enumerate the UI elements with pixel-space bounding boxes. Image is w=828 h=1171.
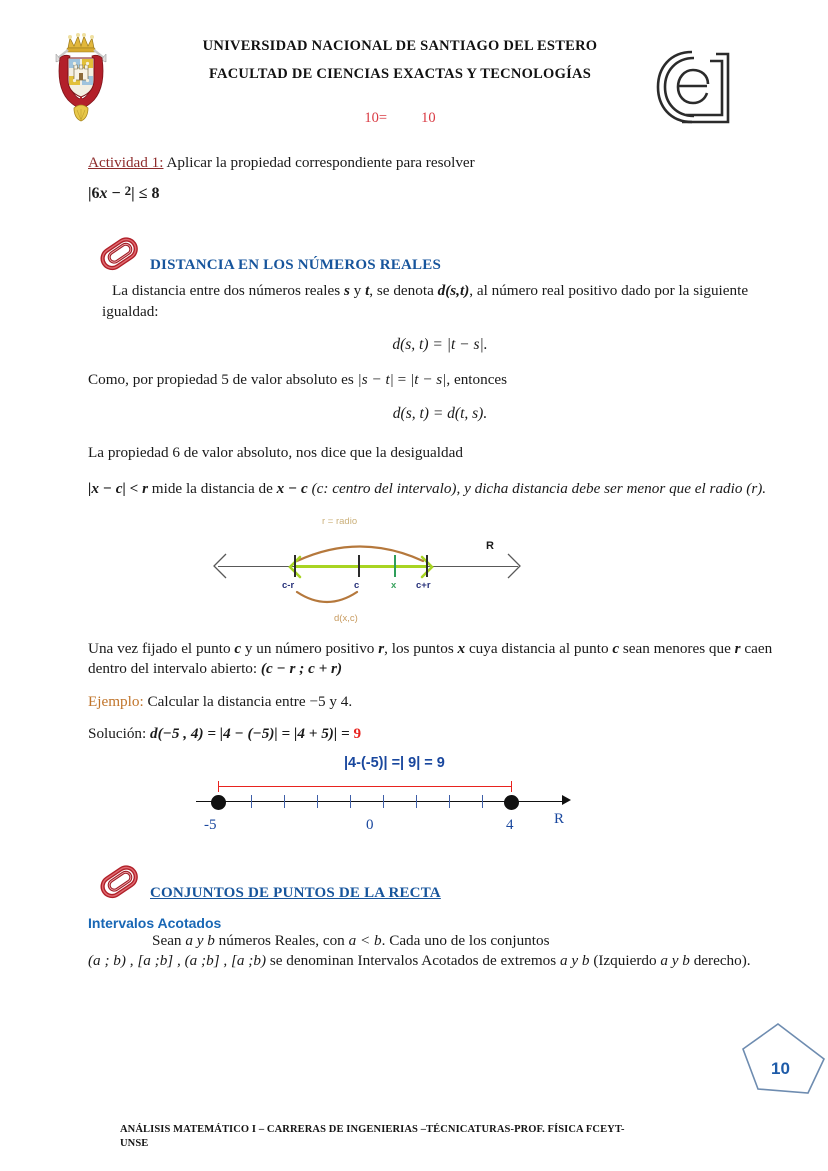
label-four: 4	[506, 816, 514, 833]
paragraph-solucion	[88, 724, 792, 745]
axis-arrow-right-icon	[506, 552, 522, 580]
tick-c	[358, 555, 360, 577]
document-header	[0, 0, 828, 140]
label-c: c	[354, 579, 360, 591]
text-run: Una vez fijado el punto	[88, 639, 235, 657]
formula-minus: −	[107, 185, 125, 202]
footer-course-line	[120, 1123, 720, 1151]
activity-text: Aplicar la propiedad correspondiente para resolver	[163, 154, 475, 171]
text-run: , los puntos	[384, 639, 458, 657]
text-run: (Izquierdo	[589, 952, 661, 969]
ejemplo-text: Calcular la distancia entre −5 y 4.	[143, 692, 353, 710]
measure-span-line	[218, 786, 512, 787]
text-run: derecho).	[689, 952, 751, 969]
unse-coat-of-arms-icon	[48, 28, 114, 124]
paragraph-property-6: La propiedad 6 de valor absoluto, nos dice que la desigualdad	[88, 443, 463, 461]
header-title-block	[150, 32, 650, 88]
fceyt-monogram-logo-icon	[652, 44, 740, 130]
section-heading-sets	[88, 863, 792, 909]
text-run: números Reales, con	[214, 931, 349, 949]
formula-superscript: 2	[124, 183, 132, 198]
variables-a-b: a y b	[559, 952, 590, 969]
label-x: x	[391, 579, 397, 591]
text-run: Sean	[152, 931, 186, 949]
ejemplo-label: Ejemplo:	[88, 692, 144, 710]
label-c-plus-r: c+r	[416, 579, 431, 591]
solucion-label: Solución:	[88, 725, 151, 742]
formula-prefix: |6	[88, 185, 100, 202]
function-d-st: d(s,t)	[437, 282, 470, 299]
variables-a-b: a y b	[185, 931, 215, 949]
tick-mark	[383, 795, 384, 808]
label-zero: 0	[366, 816, 374, 833]
document-footer	[0, 1059, 828, 1163]
subsection-title-bounded-intervals: Intervalos Acotados	[88, 914, 222, 931]
text-run: caen dentro del intervalo abierto:	[88, 639, 773, 677]
header-equation	[150, 110, 650, 127]
radius-arc-top	[294, 532, 426, 564]
tick-mark	[317, 795, 318, 808]
endpoint-dot-4	[504, 795, 519, 810]
tick-c-minus-r	[294, 555, 296, 577]
tick-mark	[416, 795, 417, 808]
radius-arc-label: r = radio	[322, 515, 358, 527]
distance-arc-bottom	[294, 590, 360, 612]
paragraph-open-interval	[88, 639, 792, 680]
variable-c: c	[612, 639, 620, 657]
variables-a-b: a y b	[660, 952, 690, 969]
text-run: , entonces	[446, 371, 508, 388]
variable-x: x	[457, 639, 466, 657]
label-axis-R: R	[554, 810, 565, 827]
open-interval-expression: (c − r ; c + r)	[260, 660, 343, 677]
tick-mark	[251, 795, 252, 808]
paragraph-property-5	[88, 370, 792, 391]
text-run: sean menores que	[619, 639, 735, 657]
formula-symmetry: d(s, t) = d(t, s).	[392, 404, 488, 422]
abs-t-minus-s: |t − s|	[410, 371, 447, 388]
header-equation-right: 10	[421, 110, 436, 126]
distance-arc-label: d(x,c)	[334, 612, 358, 624]
university-name: UNIVERSIDAD NACIONAL DE SANTIAGO DEL ESTERO	[202, 38, 598, 54]
measure-cap-right	[511, 781, 512, 792]
variable-s: s	[343, 282, 350, 299]
page-number: 10	[771, 1059, 790, 1078]
section-title-distance: DISTANCIA EN LOS NÚMEROS REALES	[150, 257, 441, 273]
interval-set-list: (a ; b) , [a ;b] , (a ;b] , [a ;b)	[88, 952, 267, 969]
formula-bar: |	[131, 185, 139, 202]
text-run: , al número real positivo dado por la siguiente igualdad:	[102, 282, 749, 320]
paragraph-bounded-intervals-1	[88, 931, 792, 952]
formula-rhs: 8	[151, 185, 160, 202]
measure-cap-left	[218, 781, 219, 792]
document-body	[0, 152, 828, 972]
label-minus-5: -5	[204, 816, 217, 833]
section-title-sets: CONJUNTOS DE PUNTOS DE LA RECTA	[150, 884, 441, 901]
endpoint-dot-minus-5	[211, 795, 226, 810]
text-run: mide la distancia de	[147, 480, 277, 497]
text-run: y un número positivo	[241, 639, 379, 657]
formula-distance-definition: d(s, t) = |t − s|.	[392, 336, 488, 353]
variable-r: r	[734, 639, 741, 657]
variable-r: r	[378, 639, 385, 657]
formula-variable: x	[99, 185, 108, 202]
tick-mark	[350, 795, 351, 808]
axis-arrow-right-icon	[562, 795, 571, 805]
interval-highlight-bar	[294, 565, 426, 568]
text-run: =	[393, 371, 411, 388]
solucion-result: 9	[353, 725, 362, 742]
activity-label: Actividad 1:	[88, 154, 164, 171]
text-run: Como, por propiedad 5 de valor absoluto es	[88, 371, 358, 388]
text-run: y	[349, 282, 366, 299]
header-equation-left: 10=	[364, 110, 388, 126]
paperclip-icon	[94, 863, 146, 903]
tick-c-plus-r	[426, 555, 428, 577]
inequality-abs-x-minus-c: |x − c| < r	[88, 480, 148, 497]
tick-x	[394, 555, 396, 577]
paragraph-bounded-intervals-2	[88, 951, 792, 972]
paragraph-ejemplo	[88, 692, 792, 713]
axis-arrow-left-icon	[212, 552, 228, 580]
paperclip-icon	[94, 235, 146, 275]
footer-text-tail: UNSE	[120, 1138, 149, 1149]
distance-formula-label: |4-(-5)| =| 9| = 9	[344, 754, 445, 771]
label-c-minus-r: c-r	[282, 579, 295, 591]
interval-number-line-figure	[88, 514, 792, 639]
paragraph-distance-definition	[88, 281, 792, 322]
label-axis-R: R	[486, 539, 494, 552]
tick-mark	[482, 795, 483, 808]
faculty-name: FACULTAD DE CIENCIAS EXACTAS Y TECNOLOGÍAS	[208, 66, 592, 82]
text-run: . Cada uno de los conjuntos	[381, 931, 550, 949]
expression-x-minus-c: x − c	[276, 480, 308, 497]
text-run: se denominan Intervalos Acotados de extremos	[266, 952, 560, 969]
activity-formula	[88, 180, 792, 205]
solucion-expression: d(−5 , 4) = |4 − (−5)| = |4 + 5)| =	[150, 725, 354, 742]
section-heading-distance	[88, 235, 792, 281]
distance-number-line-figure	[88, 755, 792, 851]
footer-text-main: ANÁLISIS MATEMÁTICO I – CARRERAS DE INGENIERIAS –TÉCNICATURAS-PROF. FÍSICA FCEYT-	[120, 1124, 625, 1135]
variable-t: t	[365, 282, 370, 299]
inequality-a-lt-b: a < b	[348, 931, 382, 949]
text-run: , se denota	[369, 282, 438, 299]
paragraph-inequality-meaning	[88, 479, 792, 500]
text-run: (c: centro del intervalo), y dicha distancia debe ser menor que el radio (r).	[307, 480, 767, 497]
variable-c: c	[234, 639, 242, 657]
tick-mark	[449, 795, 450, 808]
activity-block	[88, 152, 792, 205]
tick-mark	[284, 795, 285, 808]
formula-relation: ≤	[138, 185, 152, 202]
abs-s-minus-t: |s − t|	[357, 371, 394, 388]
text-run: cuya distancia al punto	[465, 639, 613, 657]
text-run: La distancia entre dos números reales	[112, 282, 344, 299]
